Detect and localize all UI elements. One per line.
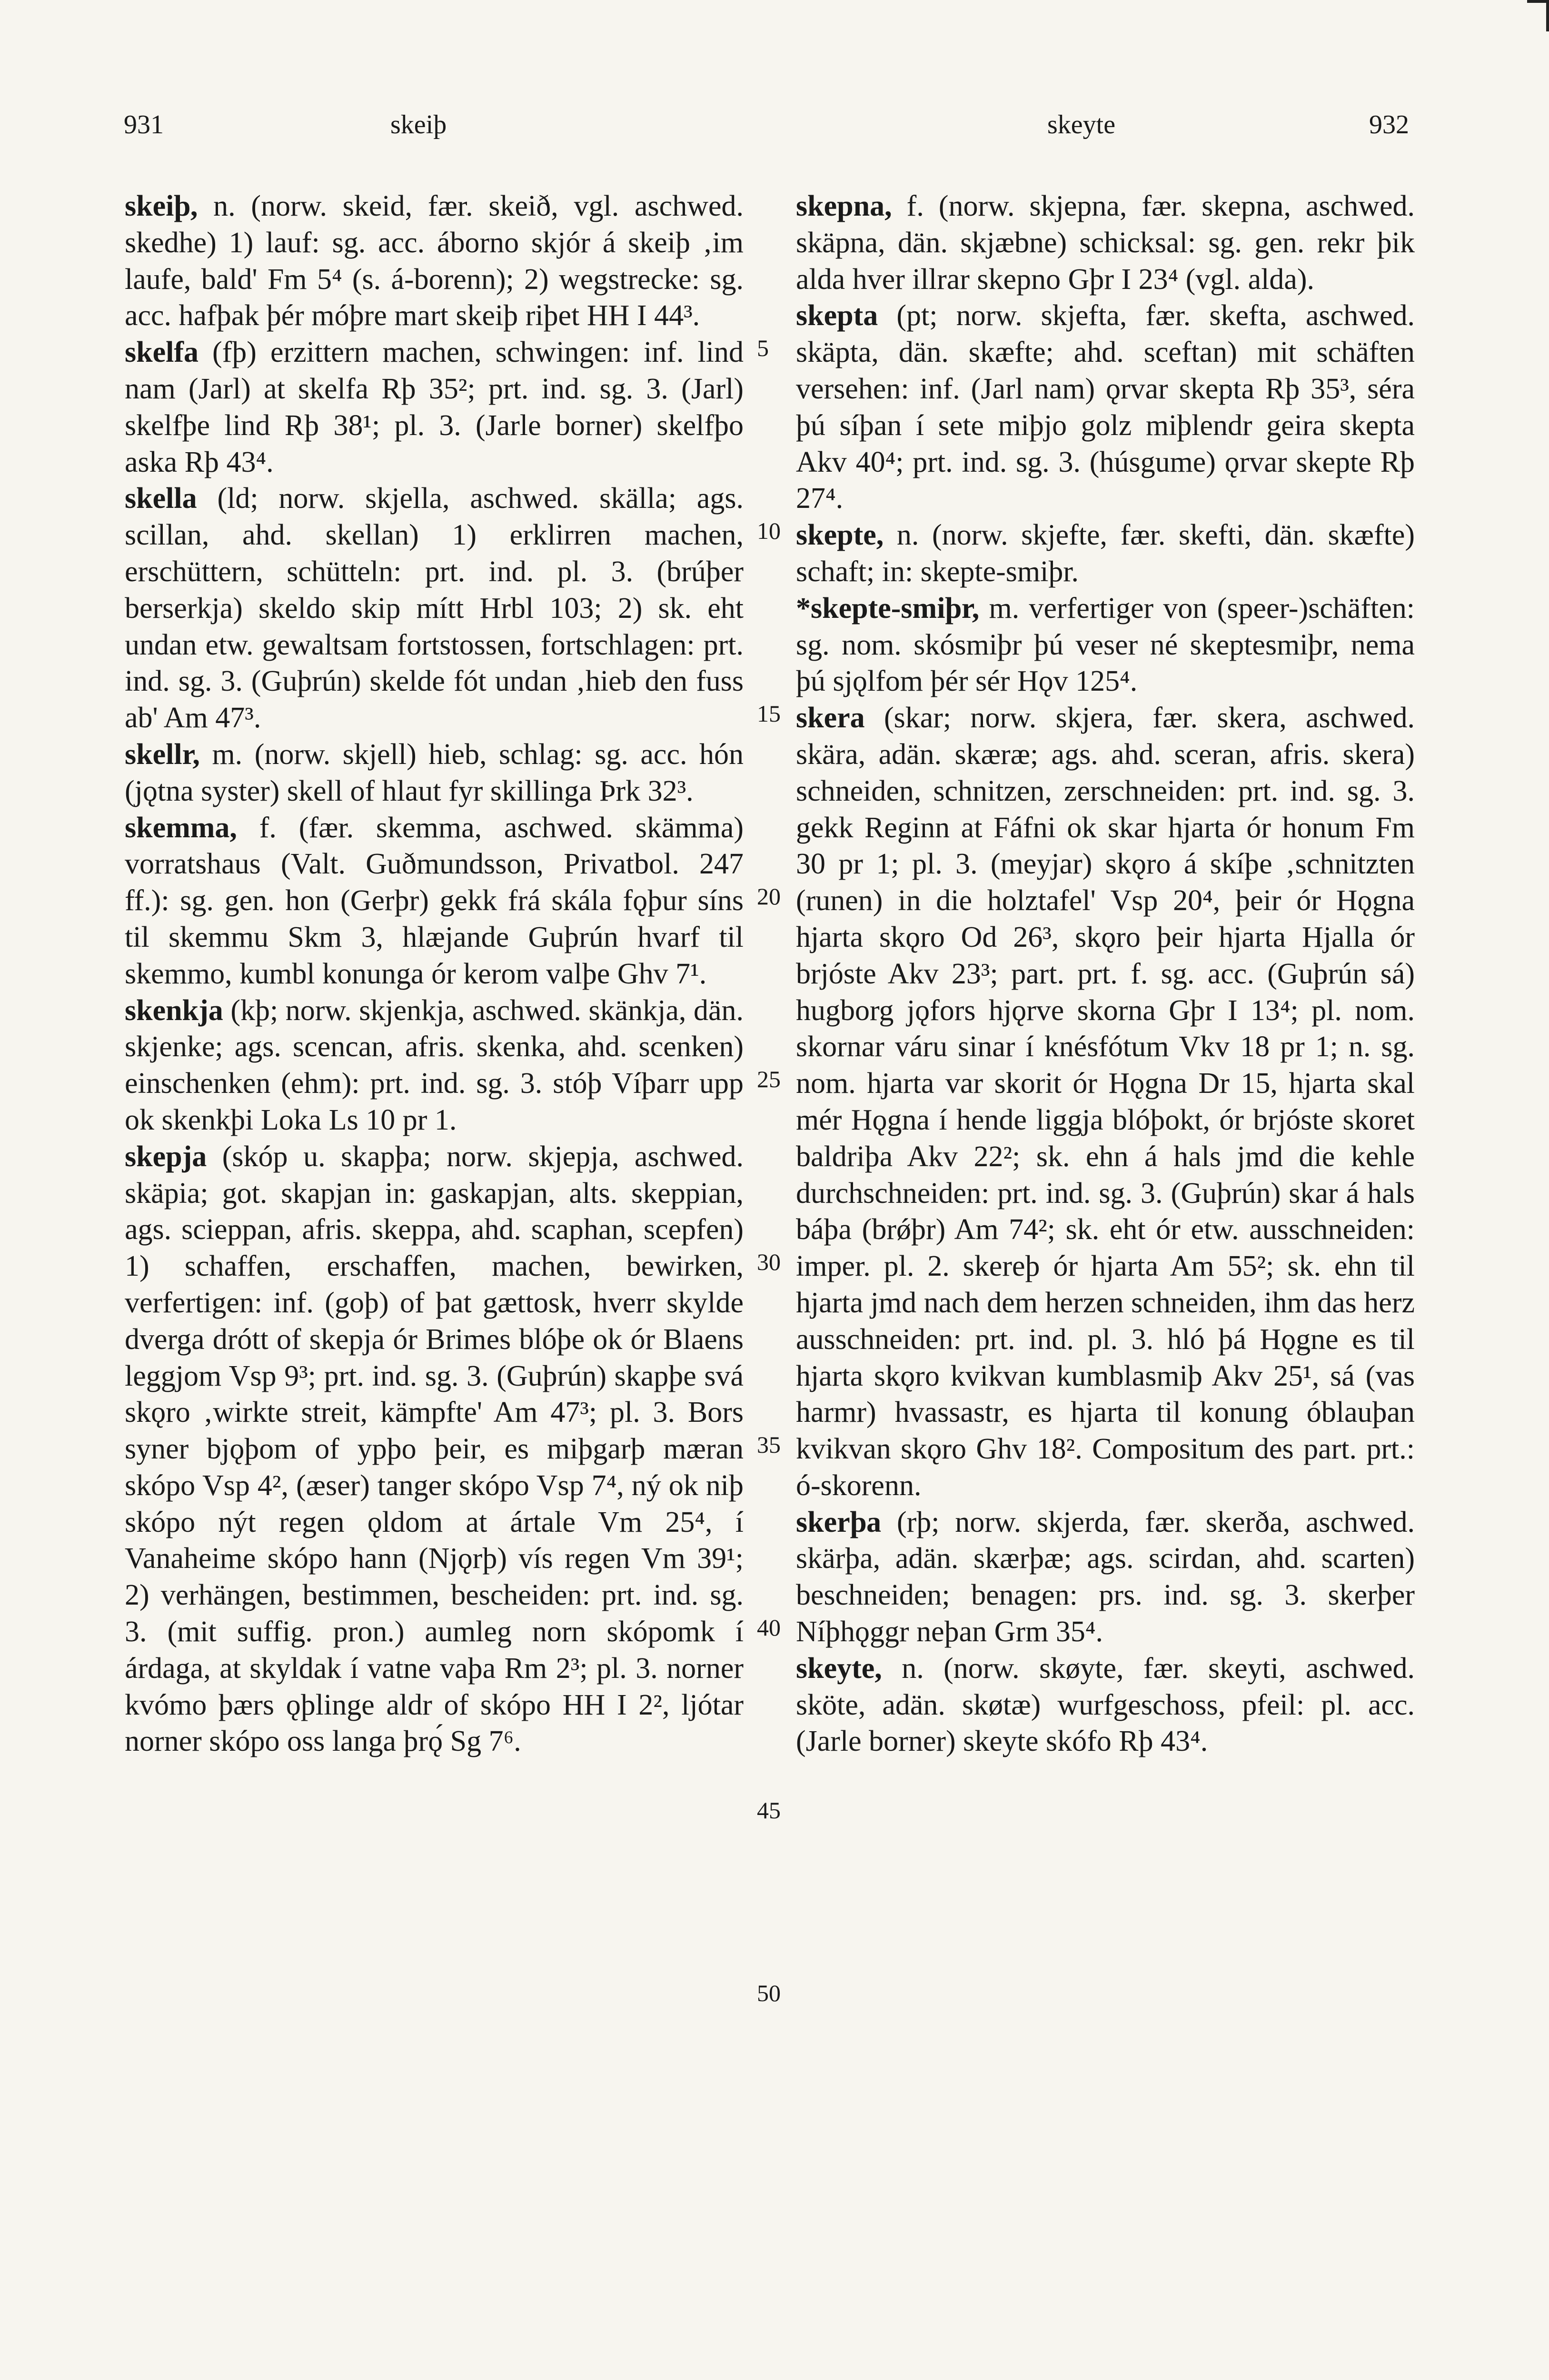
dictionary-entry [796, 298, 1415, 517]
line-number: 35 [757, 1431, 781, 1458]
page-number-right: 932 [1369, 110, 1409, 139]
entry-headword: skelfa [125, 336, 199, 369]
entry-headword: skeyte, [796, 1652, 882, 1685]
line-number: 5 [757, 335, 769, 362]
entry-body: m. (norw. skjell) hieb, schlag: sg. acc. hón (jǫtna syster) skell of hlaut fyr skillinga Þrk 32³. [125, 738, 744, 807]
dictionary-entry [796, 700, 1415, 1504]
dictionary-entry [796, 188, 1415, 298]
dictionary-entry [125, 736, 744, 810]
page-number-left: 931 [124, 110, 164, 139]
entry-body: f. (norw. skjepna, fær. skepna, aschwed. skäpna, dän. skjæbne) schicksal: sg. gen. rekr þik alda hver illrar skepno Gþr I 23⁴ (vgl. alda). [796, 190, 1415, 296]
entry-body: m. verfertiger von (speer-)schäften: sg. nom. skósmiþr þú veser né skeptesmiþr, nema þú sjǫlfom þér sér Hǫv 125⁴. [796, 592, 1415, 698]
line-number: 20 [757, 883, 781, 910]
entry-headword: skepte, [796, 519, 884, 552]
page-header [124, 109, 1409, 162]
entry-headword: skenkja [125, 994, 223, 1027]
entry-body: f. (fær. skemma, aschwed. skämma) vorratshaus (Valt. Guðmundsson, Privatbol. 247 ff.): sg. gen. hon (Gerþr) gekk frá skála fǫþur síns til skemmu Skm 3, hlæjande Guþrún hvarf til skemmo, kumbl konunga ór kerom valþe Ghv 7¹. [125, 811, 744, 990]
dictionary-entry [796, 1504, 1415, 1650]
dictionary-entry [125, 992, 744, 1139]
dictionary-entry [125, 188, 744, 334]
line-number: 30 [757, 1249, 781, 1276]
entry-headword: skepja [125, 1140, 207, 1173]
entry-body: (pt; norw. skjefta, fær. skefta, aschwed. skäpta, dän. skæfte; ahd. sceftan) mit schäften versehen: inf. (Jarl nam) ǫrvar skepta Rþ 35³, séra þú síþan í sete miþjo golz miþlendr geira skepta Akv 40⁴; prt. ind. sg. 3. (húsgume) ǫrvar skepte Rþ 27⁴. [796, 299, 1415, 515]
entry-headword: *skepte-smiþr, [796, 592, 980, 625]
entry-body: (ld; norw. skjella, aschwed. skälla; ags. scillan, ahd. skellan) 1) erklirren machen, erschüttern, schütteln: prt. ind. pl. 3. (brúþer berserkja) skeldo skip mítt Hrbl 103; 2) sk. eht undan etw. gewaltsam fortstossen, fortschlagen: prt. ind. sg. 3. (Guþrún) skelde fót undan ‚hieb den fuss ab' Am 47³. [125, 482, 744, 734]
entry-body: n. (norw. skeid, fær. skeið, vgl. aschwed. skedhe) 1) lauf: sg. acc. áborno skjór á skeiþ ‚im laufe, bald' Fm 5⁴ (s. á-borenn); 2) wegstrecke: sg. acc. hafþak þér móþre mart skeiþ riþet HH I 44³. [125, 190, 744, 332]
entry-body: (fþ) erzittern machen, schwingen: inf. lind nam (Jarl) at skelfa Rþ 35²; prt. ind. sg. 3. (Jarl) skelfþe lind Rþ 38¹; pl. 3. (Jarle borner) skelfþo aska Rþ 43⁴. [125, 336, 744, 478]
running-headword-left: skeiþ [390, 110, 447, 139]
scan-corner-mark [1527, 0, 1549, 31]
entry-headword: skella [125, 482, 197, 515]
dictionary-entry [796, 1650, 1415, 1760]
dictionary-entry [796, 517, 1415, 590]
entry-body: (skóp u. skapþa; norw. skjepja, aschwed. skäpia; got. skapjan in: gaskapjan, alts. skeppian, ags. scieppan, afris. skeppa, ahd. scaphan, scepfen) 1) schaffen, erschaffen, machen, bewirken, verfertigen: inf. (goþ) of þat gættosk, hverr skylde dverga drótt of skepja ór Brimes blóþe ok ór Blaens leggjom Vsp 9³; prt. ind. sg. 3. (Guþrún) skapþe svá skǫro ‚wirkte streit, kämpfte' Am 47³; pl. 3. Bors syner bjǫþom of ypþo þeir, es miþgarþ mæran skópo Vsp 4², (æser) tanger skópo Vsp 7⁴, ný ok niþ skópo nýt regen ǫldom at ártale Vm 25⁴, í Vanaheime skópo hann (Njǫrþ) vís regen Vm 39¹; 2) verhängen, bestimmen, bescheiden: prt. ind. sg. 3. (mit suffig. pron.) aumleg norn skópomk í árdaga, at skyldak í vatne vaþa Rm 2³; pl. 3. norner kvómo þærs ǫþlinge aldr of skópo HH I 2², ljótar norner skópo oss langa þrǫ́ Sg 7⁶. [125, 1140, 744, 1758]
line-number: 25 [757, 1066, 781, 1093]
dictionary-entry [125, 480, 744, 736]
entry-body: n. (norw. skøyte, fær. skeyti, aschwed. sköte, adän. skøtæ) wurfgeschoss, pfeil: pl. acc. (Jarle borner) skeyte skófo Rþ 43⁴. [796, 1652, 1415, 1758]
entry-headword: skepta [796, 299, 878, 332]
line-number: 40 [757, 1614, 781, 1641]
entry-headword: skemma, [125, 811, 237, 844]
entry-body: (skar; norw. skjera, fær. skera, aschwed. skära, adän. skæræ; ags. ahd. sceran, afris. skera) schneiden, schnitzen, zerschneiden: prt. ind. sg. 3. gekk Reginn at Fáfni ok skar hjarta ór honum Fm 30 pr 1; pl. 3. (meyjar) skǫro á skíþe ‚schnitzten (runen) in die holztafel' Vsp 20⁴, þeir ór Hǫgna hjarta skǫro Od 26³, skǫro þeir hjarta Hjalla ór brjóste Akv 23³; part. prt. f. sg. acc. (Guþrún sá) hugborg jǫfors hjǫrve skorna Gþr I 13⁴; pl. nom. skornar váru sinar í knésfótum Vkv 18 pr 1; n. sg. nom. hjarta var skorit ór Hǫgna Dr 15, hjarta skal mér Hǫgna í hende liggja blóþokt, ór brjóste skoret baldriþa Akv 22²; sk. ehn á hals jmd die kehle durchschneiden: prt. ind. sg. 3. (Guþrún) skar á hals báþa (brǿþr) Am 74²; sk. eht ór etw. ausschneiden: imper. pl. 2. skereþ ór hjarta Am 55²; sk. ehn til hjarta jmd nach dem herzen schneiden, ihm das herz ausschneiden: prt. ind. pl. 3. hló þá Hǫgne es til hjarta skǫro kvikvan kumblasmiþ Akv 25¹, sá (vas harmr) hvassastr, es hjarta til konung óblauþan kvikvan skǫro Ghv 18². Compositum des part. prt.: ó-skorenn. [796, 702, 1415, 1502]
right-column [796, 188, 1415, 1760]
entry-headword: skellr, [125, 738, 200, 771]
entry-headword: skerþa [796, 1506, 882, 1538]
entry-headword: skepna, [796, 190, 892, 222]
entry-headword: skeiþ, [125, 190, 198, 222]
dictionary-entry [125, 810, 744, 992]
running-headword-right: skeyte [1047, 110, 1116, 139]
entry-body: (rþ; norw. skjerda, fær. skerða, aschwed. skärþa, adän. skærþæ; ags. scirdan, ahd. scarten) beschneiden; benagen: prs. ind. sg. 3. skerþer Níþhǫggr neþan Grm 35⁴. [796, 1506, 1415, 1648]
dictionary-entry [796, 590, 1415, 700]
entry-headword: skera [796, 702, 865, 734]
entry-body: n. (norw. skjefte, fær. skefti, dän. skæfte) schaft; in: skepte-smiþr. [796, 519, 1415, 588]
line-number: 45 [757, 1797, 781, 1824]
dictionary-entry [125, 1139, 744, 1760]
line-number: 50 [757, 1980, 781, 2007]
dictionary-entry [125, 334, 744, 480]
line-number: 10 [757, 517, 781, 545]
line-number: 15 [757, 700, 781, 727]
entry-body: (kþ; norw. skjenkja, aschwed. skänkja, dän. skjenke; ags. scencan, afris. skenka, ahd. scenken) einschenken (ehm): prt. ind. sg. 3. stóþ Víþarr upp ok skenkþi Loka Ls 10 pr 1. [125, 994, 744, 1136]
left-column [125, 188, 744, 1760]
